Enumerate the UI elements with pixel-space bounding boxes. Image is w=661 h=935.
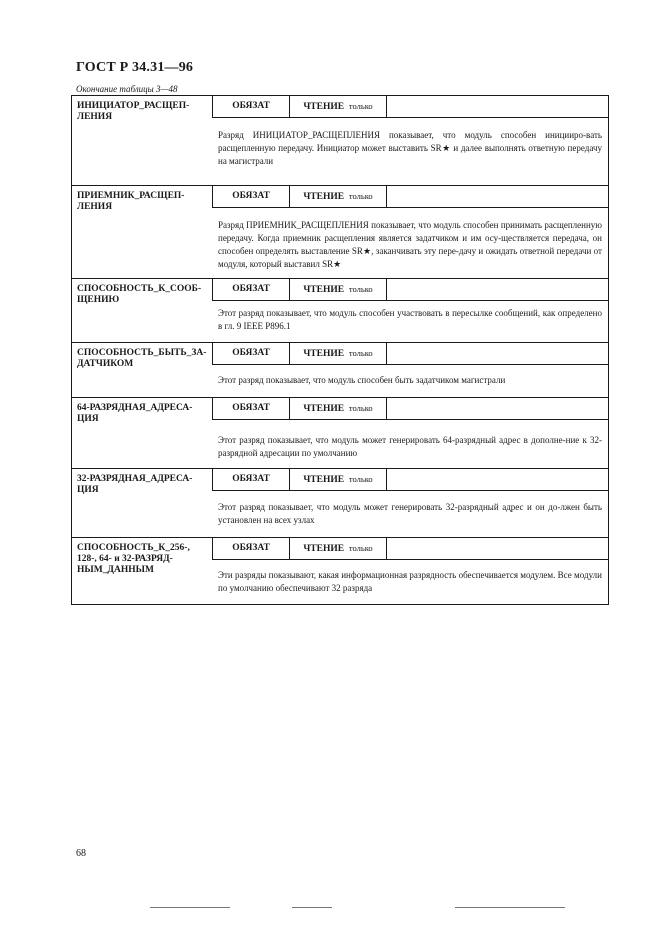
attribute-cells [212,398,608,420]
obligation-cell: ОБЯЗАТ [213,538,290,559]
field-name: СПОСОБНОСТЬ_К_256-, 128-, 64- и 32-РАЗРЯД- НЫМ_ДАННЫМ [77,543,190,575]
access-cell [290,96,387,117]
document-header: ГОСТ Р 34.31—96 [76,60,194,75]
obligation-cell: ОБЯЗАТ [213,96,290,117]
access-mode: ЧТЕНИЕ [303,192,345,202]
field-name: ИНИЦИАТОР_РАСЩЕП- ЛЕНИЯ [77,101,190,122]
table-row [72,398,608,469]
table-row [72,96,608,186]
access-mode: ЧТЕНИЕ [303,475,345,485]
attribute-cells [212,538,608,560]
obligation-cell: ОБЯЗАТ [213,469,290,490]
attribute-cells [212,343,608,365]
empty-cell [387,279,609,300]
field-description: Этот разряд показывает, что модуль может генерировать 32-разрядный адрес и он до-лжен быть установлен на всех узлах [218,502,602,525]
access-mode: ЧТЕНИЕ [303,349,345,359]
field-name: СПОСОБНОСТЬ_К_СООБ- ЩЕНИЮ [77,284,202,305]
field-description: Этот разряд показывает, что модуль способен быть задатчиком магистрали [218,375,506,385]
access-qualifier: только [348,543,373,553]
empty-cell [387,538,609,559]
field-name: 32-РАЗРЯДНАЯ_АДРЕСА- ЦИЯ [77,474,193,495]
field-description: Этот разряд показывает, что модуль способен участвовать в пересылке сообщений, как определено в гл. 9 IEEE P896.1 [218,308,602,331]
table-row [72,343,608,398]
access-qualifier: только [348,101,373,111]
obligation-cell: ОБЯЗАТ [213,186,290,207]
field-description: Этот разряд показывает, что модуль может генерировать 64-разрядный адрес в дополне-ние к 32-разрядной адресации по умолчанию [218,435,602,458]
attribute-cells [212,279,608,301]
access-mode: ЧТЕНИЕ [303,102,345,112]
access-mode: ЧТЕНИЕ [303,544,345,554]
attribute-cells [212,469,608,491]
attribute-cells [212,186,608,208]
scan-artifact-line [150,907,230,908]
scan-artifact-line [292,907,332,908]
table-row [72,186,608,279]
empty-cell [387,398,609,419]
empty-cell [387,96,609,117]
table-caption: Окончание таблицы 3—48 [76,84,178,94]
field-name: ПРИЕМНИК_РАСЩЕП- ЛЕНИЯ [77,191,185,212]
access-cell [290,343,387,364]
access-qualifier: только [348,191,373,201]
obligation-cell: ОБЯЗАТ [213,398,290,419]
access-qualifier: только [348,348,373,358]
field-description: Эти разряды показывают, какая информационная разрядность обеспечивается модулем. Все модули по умолчанию обеспечивают 32 разряда [218,570,602,593]
attribute-cells [212,96,608,118]
access-mode: ЧТЕНИЕ [303,285,345,295]
access-cell [290,186,387,207]
empty-cell [387,343,609,364]
scan-artifact-line [455,907,565,908]
field-name: 64-РАЗРЯДНАЯ_АДРЕСА- ЦИЯ [77,403,193,424]
table-row [72,469,608,538]
access-mode: ЧТЕНИЕ [303,404,345,414]
access-cell [290,279,387,300]
access-qualifier: только [348,474,373,484]
table-row [72,538,608,604]
field-description: Разряд ИНИЦИАТОР_РАСЩЕПЛЕНИЯ показывает, что модуль способен иницииро-вать расщепленную передачу. Инициатор может выставить SR★ и далее выполнять ответную передачу на магистрали [218,130,602,166]
table-row [72,279,608,343]
field-name: СПОСОБНОСТЬ_БЫТЬ_ЗА- ДАТЧИКОМ [77,348,207,369]
page-number: 68 [76,848,86,859]
access-cell [290,398,387,419]
field-description: Разряд ПРИЕМНИК_РАСЩЕПЛЕНИЯ показывает, что модуль способен принимать расщепленную передачу. Когда приемник расщепления является задатчиком и им осу-ществляется передача, он способен определять выставление SR★, заканчивать эту пере-дачу и ожидать ответной передачи от модуля, который выставил SR★ [218,220,602,269]
obligation-cell: ОБЯЗАТ [213,343,290,364]
access-qualifier: только [348,403,373,413]
access-cell [290,469,387,490]
empty-cell [387,469,609,490]
access-cell [290,538,387,559]
empty-cell [387,186,609,207]
access-qualifier: только [348,284,373,294]
obligation-cell: ОБЯЗАТ [213,279,290,300]
register-table [71,95,609,605]
